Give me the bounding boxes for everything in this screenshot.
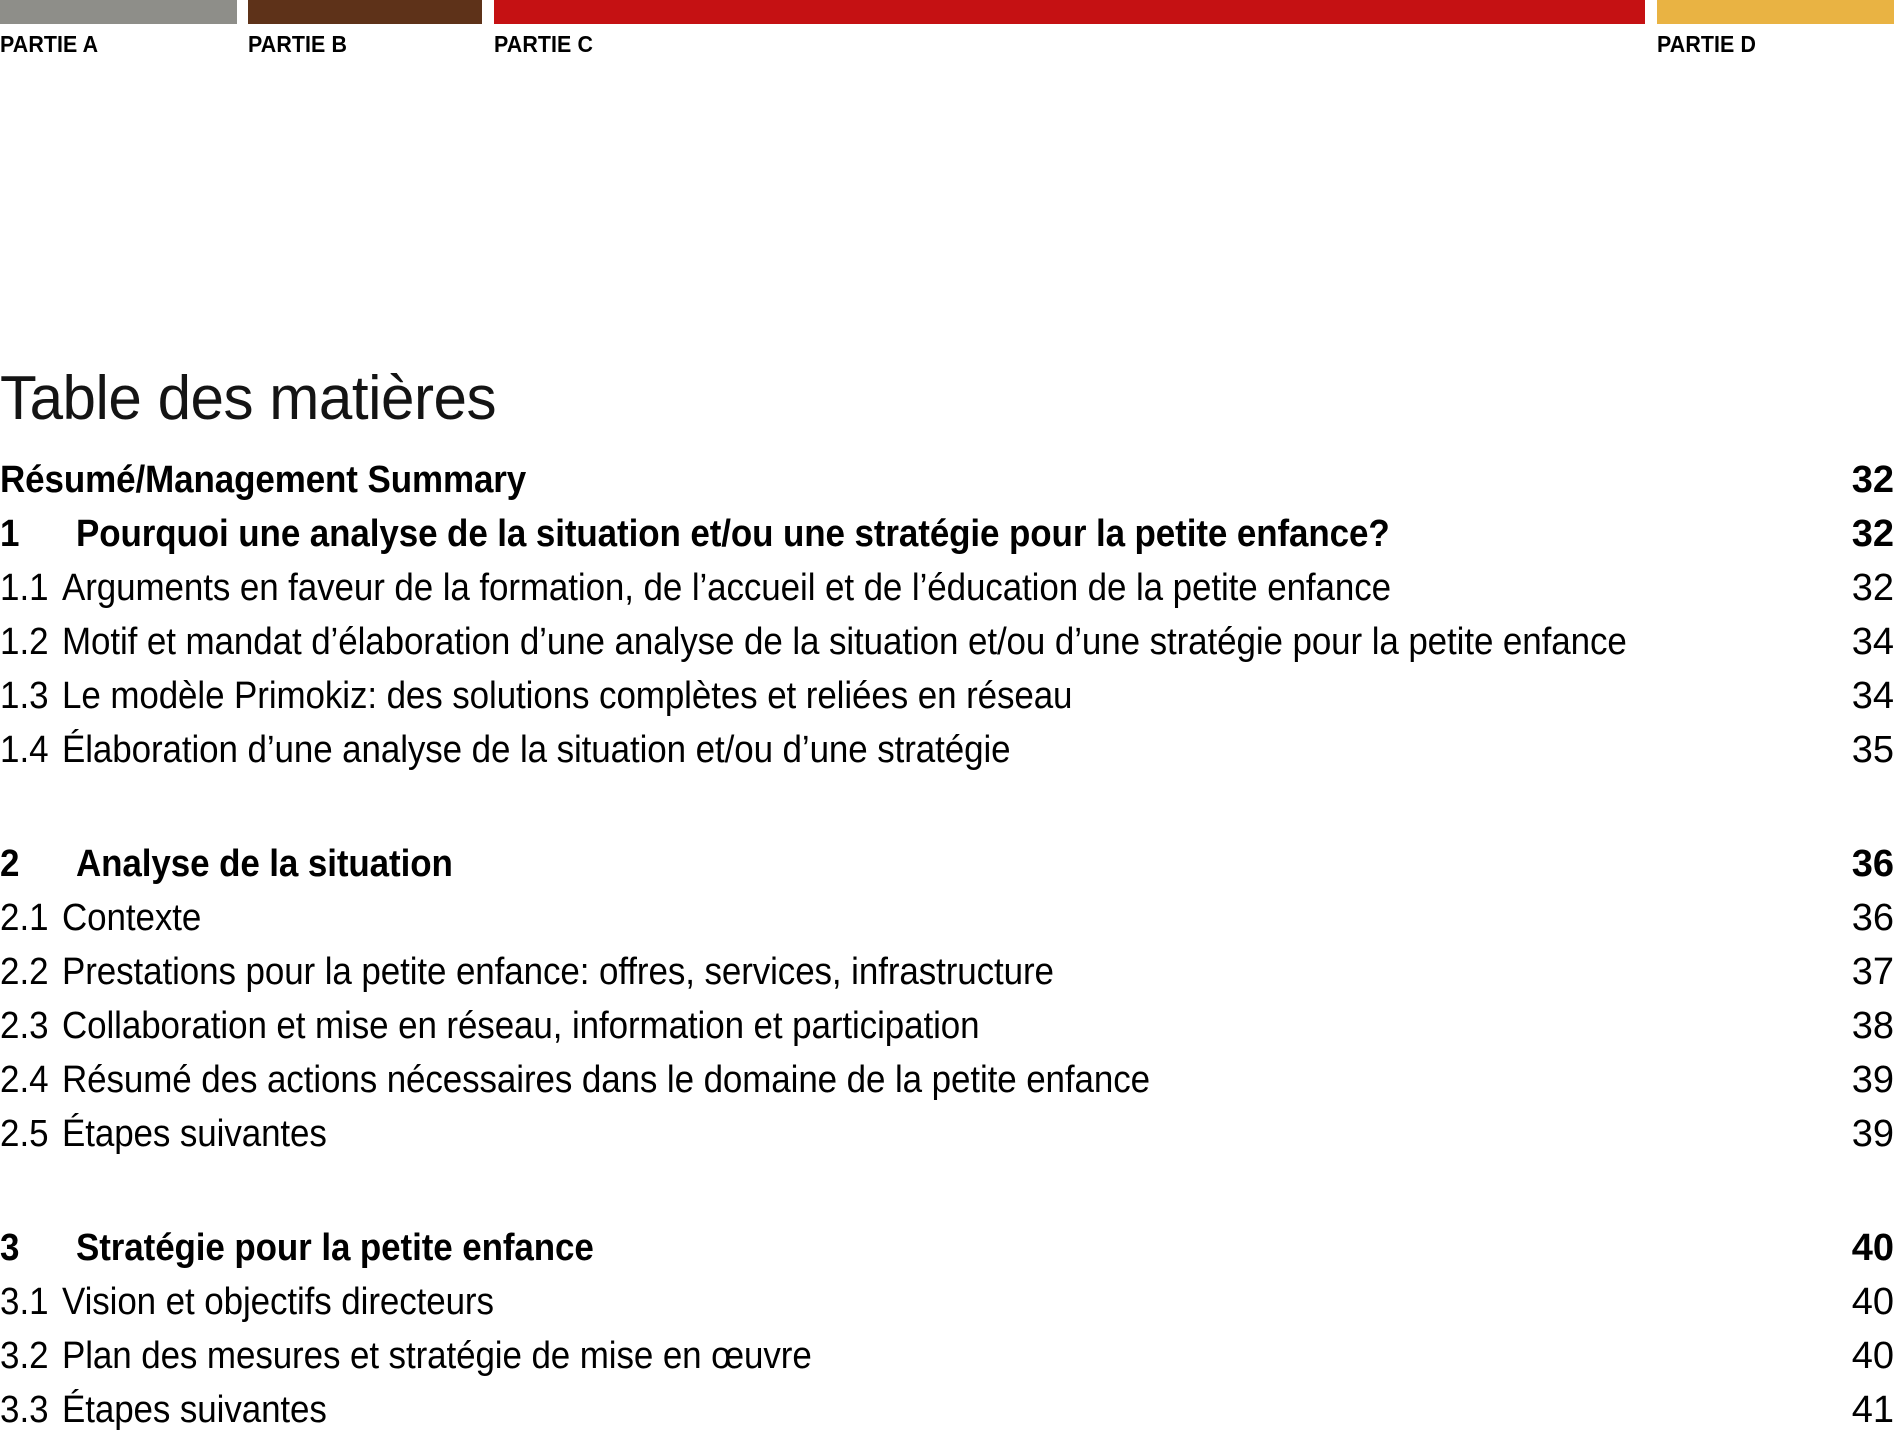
toc-entry-number: 2.4	[0, 1059, 49, 1101]
toc-entry-title: Résumé des actions nécessaires dans le domaine de la petite enfance	[62, 1059, 1150, 1101]
toc-entry-page-number: 32	[1851, 459, 1894, 501]
toc-entry-number: 3.3	[0, 1389, 49, 1431]
toc-entry-title: Prestations pour la petite enfance: offres, services, infrastructure	[62, 951, 1054, 993]
toc-entry-number: 3.1	[0, 1281, 49, 1323]
toc-entry-page-number: 40	[1851, 1227, 1894, 1269]
toc-entry-page-number: 41	[1851, 1389, 1894, 1431]
toc-entry-page-number: 32	[1851, 567, 1894, 609]
toc-entry-number: 1.1	[0, 567, 49, 609]
toc-entry-title: Contexte	[62, 897, 202, 939]
part-bar-c	[494, 0, 1645, 24]
toc-entry-number: 2.2	[0, 951, 49, 993]
toc-entry-page-number: 34	[1851, 621, 1894, 663]
toc-entry-title: Analyse de la situation	[76, 843, 453, 885]
toc-entry-number: 1.4	[0, 729, 49, 771]
toc-entry-number: 1	[0, 513, 20, 555]
toc-entry[interactable]	[0, 893, 1894, 947]
toc-entry[interactable]	[0, 1109, 1894, 1163]
toc-entry[interactable]	[0, 617, 1894, 671]
toc-entry[interactable]	[0, 947, 1894, 1001]
part-label-c: PARTIE C	[494, 31, 593, 57]
part-bar-a	[0, 0, 237, 24]
toc-entry-title: Collaboration et mise en réseau, information et participation	[62, 1005, 980, 1047]
part-bar-d	[1657, 0, 1894, 24]
toc-entry[interactable]	[0, 725, 1894, 779]
toc-entry-title: Arguments en faveur de la formation, de l’accueil et de l’éducation de la petite enfance	[62, 567, 1391, 609]
toc-entry[interactable]	[0, 671, 1894, 725]
toc-entry[interactable]	[0, 563, 1894, 617]
toc-entry-title: Le modèle Primokiz: des solutions complètes et reliées en réseau	[62, 675, 1073, 717]
toc-entry[interactable]	[0, 1223, 1894, 1277]
toc-entry-title: Étapes suivantes	[62, 1389, 327, 1431]
toc-entry-page-number: 32	[1851, 513, 1894, 555]
toc-entry[interactable]	[0, 509, 1894, 563]
toc-entry-number: 3.2	[0, 1335, 49, 1377]
toc-entry[interactable]	[0, 1055, 1894, 1109]
toc-entry-number: 2	[0, 843, 20, 885]
toc-entry-title: Vision et objectifs directeurs	[62, 1281, 494, 1323]
toc-entry-title: Résumé/Management Summary	[0, 459, 527, 501]
toc-entry-page-number: 37	[1851, 951, 1894, 993]
toc-entry[interactable]	[0, 1331, 1894, 1385]
toc-entry[interactable]	[0, 1001, 1894, 1055]
part-label-d: PARTIE D	[1657, 31, 1756, 57]
toc-entry-page-number: 40	[1851, 1281, 1894, 1323]
part-bar-b	[248, 0, 482, 24]
toc-entry-page-number: 38	[1851, 1005, 1894, 1047]
toc-entry-number: 2.1	[0, 897, 49, 939]
toc-entry-page-number: 39	[1851, 1113, 1894, 1155]
part-label-b: PARTIE B	[248, 31, 347, 57]
toc-entry-number: 2.3	[0, 1005, 49, 1047]
part-color-bars	[0, 0, 1894, 24]
toc-entry-page-number: 40	[1851, 1335, 1894, 1377]
toc-entry-number: 3	[0, 1227, 20, 1269]
toc-entry-number: 2.5	[0, 1113, 49, 1155]
toc-entry-title: Élaboration d’une analyse de la situation et/ou d’une stratégie	[62, 729, 1011, 771]
toc-entry[interactable]	[0, 839, 1894, 893]
table-of-contents	[0, 455, 1894, 1439]
toc-entry[interactable]	[0, 1385, 1894, 1439]
toc-entry-title: Stratégie pour la petite enfance	[76, 1227, 594, 1269]
toc-entry-title: Motif et mandat d’élaboration d’une analyse de la situation et/ou d’une stratégie pour la petite enfance	[62, 621, 1627, 663]
toc-entry-title: Plan des mesures et stratégie de mise en œuvre	[62, 1335, 812, 1377]
toc-entry-page-number: 36	[1851, 843, 1894, 885]
toc-entry-title: Pourquoi une analyse de la situation et/ou une stratégie pour la petite enfance?	[76, 513, 1390, 555]
toc-entry-title: Étapes suivantes	[62, 1113, 327, 1155]
part-labels-row	[0, 30, 1894, 62]
part-label-a: PARTIE A	[0, 31, 99, 57]
toc-entry-page-number: 39	[1851, 1059, 1894, 1101]
toc-entry[interactable]	[0, 455, 1894, 509]
toc-entry-number: 1.2	[0, 621, 49, 663]
page-title: Table des matières	[0, 363, 497, 433]
toc-entry-page-number: 35	[1851, 729, 1894, 771]
toc-entry-number: 1.3	[0, 675, 49, 717]
toc-entry-page-number: 36	[1851, 897, 1894, 939]
toc-entry[interactable]	[0, 1277, 1894, 1331]
toc-entry-page-number: 34	[1851, 675, 1894, 717]
